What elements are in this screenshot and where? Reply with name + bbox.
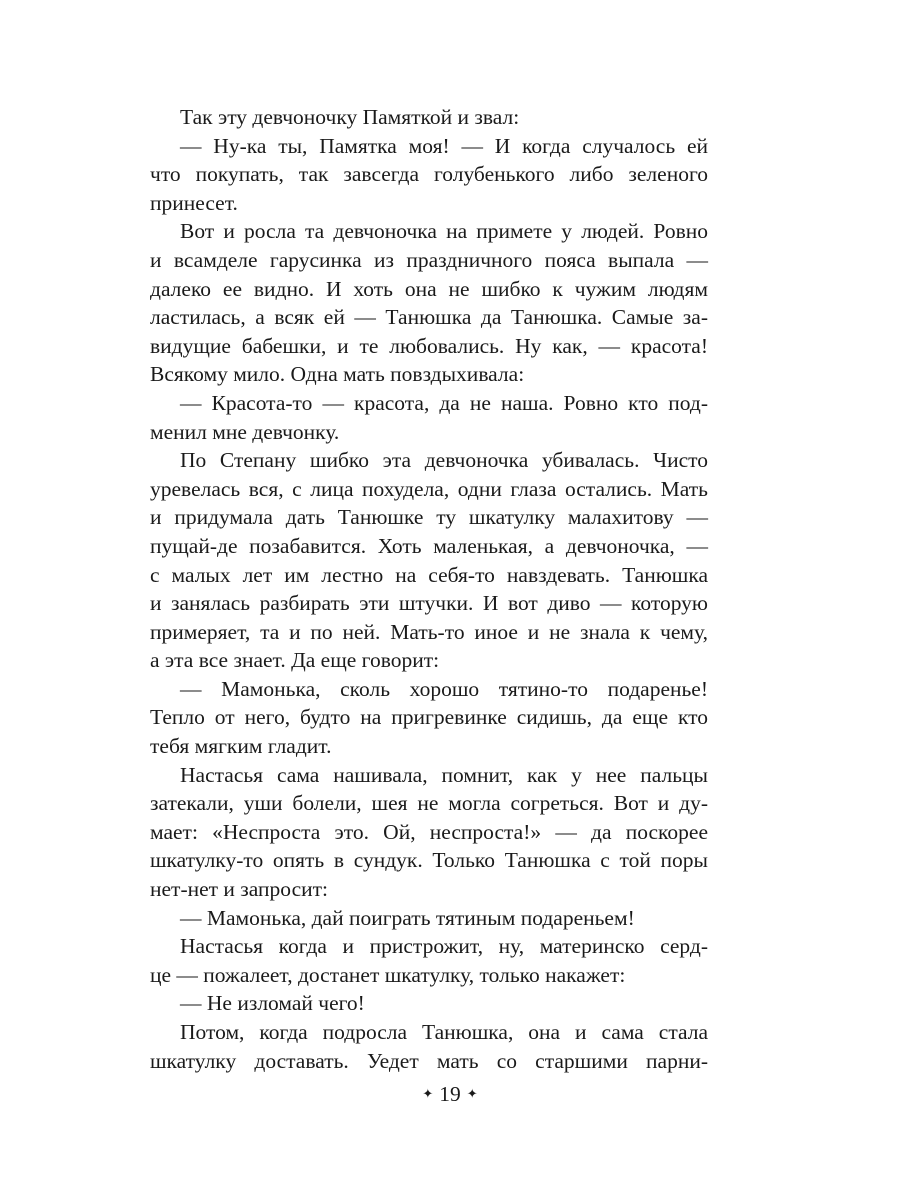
text-line: Настасья когда и пристрожит, ну, материнско серд- (180, 934, 708, 959)
text-line: с малых лет им лестно на себя-то навздевать. Танюшка (150, 562, 708, 587)
text-line: примеряет, та и по ней. Мать-то иное и не знала к чему, (150, 619, 708, 644)
text-line: Настасья сама нашивала, помнит, как у нее пальцы (180, 762, 708, 787)
text-line: Вот и росла та девчоночка на примете у людей. Ровно (180, 219, 708, 244)
text-line: далеко ее видно. И хоть она не шибко к чужим людям (150, 276, 708, 301)
text-line: менил мне девчонку. (150, 419, 340, 444)
text-line: — Мамонька, сколь хорошо тятино-то подаренье! (180, 676, 708, 701)
text-line: пущай-де позабавится. Хоть маленькая, а девчоночка, — (150, 533, 708, 558)
ornament-left-icon: ✦ (422, 1086, 434, 1101)
text-line: — Не изломай чего! (180, 991, 365, 1016)
text-line: а эта все знает. Да еще говорит: (150, 648, 440, 673)
page-footer (0, 1080, 900, 1108)
ornament-right-icon: ✦ (466, 1086, 478, 1101)
text-line: — Ну-ка ты, Памятка моя! — И когда случалось ей (180, 133, 708, 158)
text-line: и придумала дать Танюшке ту шкатулку малахитову — (150, 505, 708, 530)
text-line: мает: «Неспроста это. Ой, неспроста!» — да поскорее (150, 819, 708, 844)
body-text (150, 103, 708, 1075)
text-line: шкатулку-то опять в сундук. Только Танюшка с той поры (150, 848, 708, 873)
text-line: — Красота-то — красота, да не наша. Ровно кто под- (180, 390, 708, 415)
text-line: Всякому мило. Одна мать повздыхивала: (150, 362, 525, 387)
text-line: це — пожалеет, достанет шкатулку, только накажет: (150, 962, 626, 987)
text-line: Потом, когда подросла Танюшка, она и сама стала (180, 1020, 708, 1044)
text-line: уревелась вся, с лица похудела, одни глаза остались. Мать (150, 476, 708, 501)
text-line: что покупать, так завсегда голубенького либо зеленого (150, 162, 708, 187)
text-line: принесет. (150, 190, 238, 215)
text-line: нет-нет и запросит: (150, 877, 329, 902)
text-line: видущие бабешки, и те любовались. Ну как, — красота! (150, 333, 708, 358)
text-line: и всамделе гарусинка из праздничного пояса выпала — (150, 247, 708, 272)
text-line: — Мамонька, дай поиграть тятиным подареньем! (180, 905, 635, 930)
text-line: шкатулку доставать. Уедет мать со старшими парни- (150, 1048, 708, 1073)
text-line: ластилась, а всяк ей — Танюшка да Танюшка. Самые за- (150, 305, 708, 330)
text-line: По Степану шибко эта девчоночка убивалась. Чисто (180, 448, 708, 473)
page-number: 19 (439, 1082, 461, 1106)
text-line: тебя мягким гладит. (150, 734, 332, 759)
text-line: и занялась разбирать эти штучки. И вот диво — которую (150, 591, 708, 616)
text-line: затекали, уши болели, шея не могла согреться. Вот и ду- (150, 791, 708, 816)
text-line: Тепло от него, будто на пригревинке сидишь, да еще кто (150, 705, 708, 730)
text-line: Так эту девчоночку Памяткой и звал: (180, 105, 520, 129)
